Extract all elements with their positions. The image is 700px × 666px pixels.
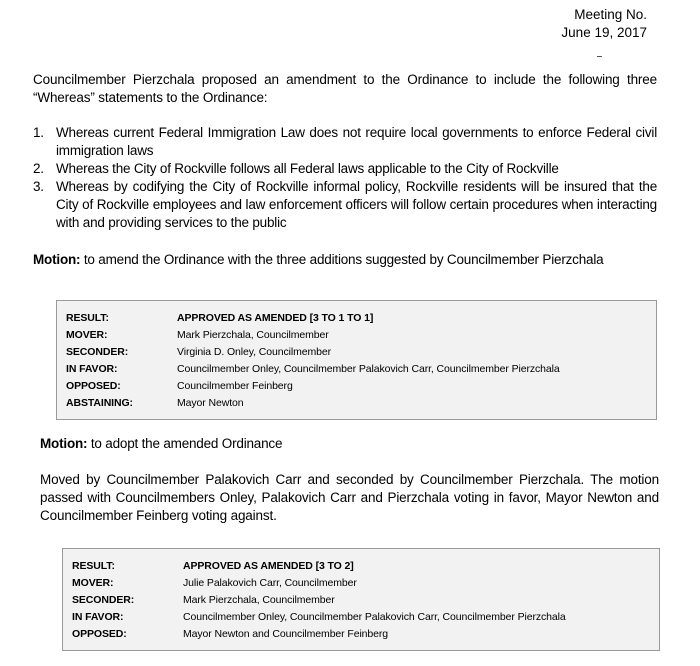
in-favor-label: IN FAVOR: bbox=[66, 363, 118, 375]
result-value: APPROVED AS AMENDED [3 TO 1 TO 1] bbox=[177, 312, 374, 324]
mover-value: Mark Pierzchala, Councilmember bbox=[177, 329, 329, 341]
seconder-row bbox=[57, 344, 656, 361]
list-item bbox=[33, 178, 657, 232]
motion-amend bbox=[33, 251, 673, 269]
motion-text: to adopt the amended Ordinance bbox=[87, 436, 283, 451]
list-item-number: 1. bbox=[33, 125, 44, 140]
meeting-number: Meeting No. bbox=[574, 7, 647, 22]
result-value: APPROVED AS AMENDED [3 TO 2] bbox=[183, 560, 354, 572]
seconder-label: SECONDER: bbox=[66, 346, 129, 358]
mover-label: MOVER: bbox=[72, 577, 114, 589]
motion-label: Motion: bbox=[33, 252, 81, 267]
seconder-value: Virginia D. Onley, Councilmember bbox=[177, 346, 331, 358]
opposed-label: OPPOSED: bbox=[66, 380, 121, 392]
seconder-value: Mark Pierzchala, Councilmember bbox=[183, 594, 335, 606]
motion-text: to amend the Ordinance with the three additions suggested by Councilmember Pierzchala bbox=[80, 252, 604, 267]
result-box-adoption bbox=[62, 548, 660, 651]
result-row bbox=[57, 310, 656, 327]
intro-paragraph: Councilmember Pierzchala proposed an amendment to the Ordinance to include the following three “Whereas” statements to the Ordinance: bbox=[33, 72, 657, 105]
mover-row bbox=[57, 327, 656, 344]
result-row bbox=[63, 558, 659, 575]
opposed-row bbox=[57, 378, 656, 395]
opposed-label: OPPOSED: bbox=[72, 628, 127, 640]
page-header bbox=[561, 6, 647, 42]
header-dash-mark bbox=[597, 56, 602, 57]
meeting-date: June 19, 2017 bbox=[561, 25, 647, 40]
list-item-text: Whereas the City of Rockville follows all Federal laws applicable to the City of Rockville bbox=[56, 161, 559, 176]
in-favor-value: Councilmember Onley, Councilmember Palakovich Carr, Councilmember Pierzchala bbox=[183, 611, 566, 623]
list-item-number: 2. bbox=[33, 161, 44, 176]
seconder-label: SECONDER: bbox=[72, 594, 135, 606]
mover-value: Julie Palakovich Carr, Councilmember bbox=[183, 577, 357, 589]
opposed-row bbox=[63, 626, 659, 643]
in-favor-value: Councilmember Onley, Councilmember Palakovich Carr, Councilmember Pierzchala bbox=[177, 363, 560, 375]
result-box-amendment bbox=[56, 300, 657, 420]
list-item bbox=[33, 124, 657, 160]
whereas-list bbox=[33, 124, 657, 232]
result-label: RESULT: bbox=[72, 560, 115, 572]
opposed-value: Mayor Newton and Councilmember Feinberg bbox=[183, 628, 389, 640]
opposed-value: Councilmember Feinberg bbox=[177, 380, 293, 392]
mover-label: MOVER: bbox=[66, 329, 108, 341]
in-favor-label: IN FAVOR: bbox=[72, 611, 124, 623]
motion-adopt bbox=[40, 435, 660, 453]
in-favor-row bbox=[63, 609, 659, 626]
moved-paragraph: Moved by Councilmember Palakovich Carr and seconded by Councilmember Pierzchala. The motion passed with Councilmembers Onley, Palakovich Carr and Pierzchala voting in favor, Mayor Newton and Councilmember Feinberg voting against. bbox=[40, 472, 659, 523]
result-label: RESULT: bbox=[66, 312, 109, 324]
list-item-text: Whereas by codifying the City of Rockville informal policy, Rockville residents will be insured that the City of Rockville employees and law enforcement officers will follow certain procedures when interacting with and providing services to the public bbox=[56, 179, 657, 230]
mover-row bbox=[63, 575, 659, 592]
abstaining-row bbox=[57, 395, 656, 412]
in-favor-row bbox=[57, 361, 656, 378]
list-item-text: Whereas current Federal Immigration Law does not require local governments to enforce Federal civil immigration laws bbox=[56, 125, 657, 158]
list-item bbox=[33, 160, 657, 178]
seconder-row bbox=[63, 592, 659, 609]
abstaining-label: ABSTAINING: bbox=[66, 397, 133, 409]
motion-label: Motion: bbox=[40, 436, 88, 451]
list-item-number: 3. bbox=[33, 179, 44, 194]
abstaining-value: Mayor Newton bbox=[177, 397, 244, 409]
